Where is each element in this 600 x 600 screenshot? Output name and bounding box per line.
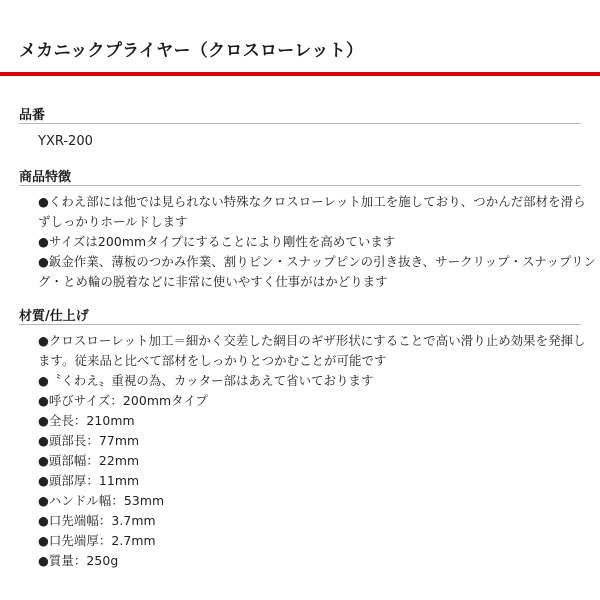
materials-heading: 材質/仕上げ bbox=[19, 309, 89, 324]
feature-line: ●鈑金作業、薄板のつかみ作業、割りピン・スナップピンの引き抜き、サークリップ・スナップリン bbox=[38, 254, 597, 269]
material-line: ●クロスローレット加工＝細かく交差した網目のギザ形状にすることで高い滑り止め効果を発揮し bbox=[38, 333, 586, 348]
page-title: メカニックプライヤー（クロスローレット） bbox=[19, 41, 364, 61]
feature-line: ●サイズは200mmタイプにすることにより剛性を高めています bbox=[38, 234, 396, 249]
product-number-divider bbox=[19, 123, 581, 124]
material-line: ます。従来品と比べて部材をしっかりとつかむことが可能です bbox=[38, 353, 387, 368]
feature-line: グ・とめ輪の脱着などに非常に使いやすく仕事がはかどります bbox=[38, 274, 388, 289]
feature-line: ●くわえ部には他では見られない特殊なクロスローレット加工を施しており、つかんだ部材を滑ら bbox=[38, 194, 586, 209]
features-heading: 商品特徴 bbox=[19, 170, 72, 185]
spec-head-thickness: ●頭部厚：11mm bbox=[38, 473, 140, 488]
spec-tip-thickness: ●口先端厚：2.7mm bbox=[38, 533, 156, 548]
spec-head-length: ●頭部長：77mm bbox=[38, 433, 140, 448]
features-divider bbox=[19, 185, 581, 186]
spec-nominal-size: ●呼びサイズ：200mmタイプ bbox=[38, 393, 209, 408]
spec-weight: ●質量：250g bbox=[38, 553, 119, 568]
material-line: ●〝くわえ〟重視の為、カッター部はあえて省いております bbox=[38, 373, 374, 388]
spec-overall-length: ●全長：210mm bbox=[38, 413, 135, 428]
materials-divider bbox=[19, 324, 581, 325]
product-number-value: YXR-200 bbox=[38, 134, 93, 149]
spec-handle-width: ●ハンドル幅：53mm bbox=[38, 493, 165, 508]
spec-tip-width: ●口先端幅：3.7mm bbox=[38, 513, 156, 528]
feature-line: ずしっかりホールドします bbox=[38, 214, 188, 229]
title-underline bbox=[0, 72, 600, 76]
spec-head-width: ●頭部幅：22mm bbox=[38, 453, 140, 468]
product-number-heading: 品番 bbox=[19, 108, 46, 123]
